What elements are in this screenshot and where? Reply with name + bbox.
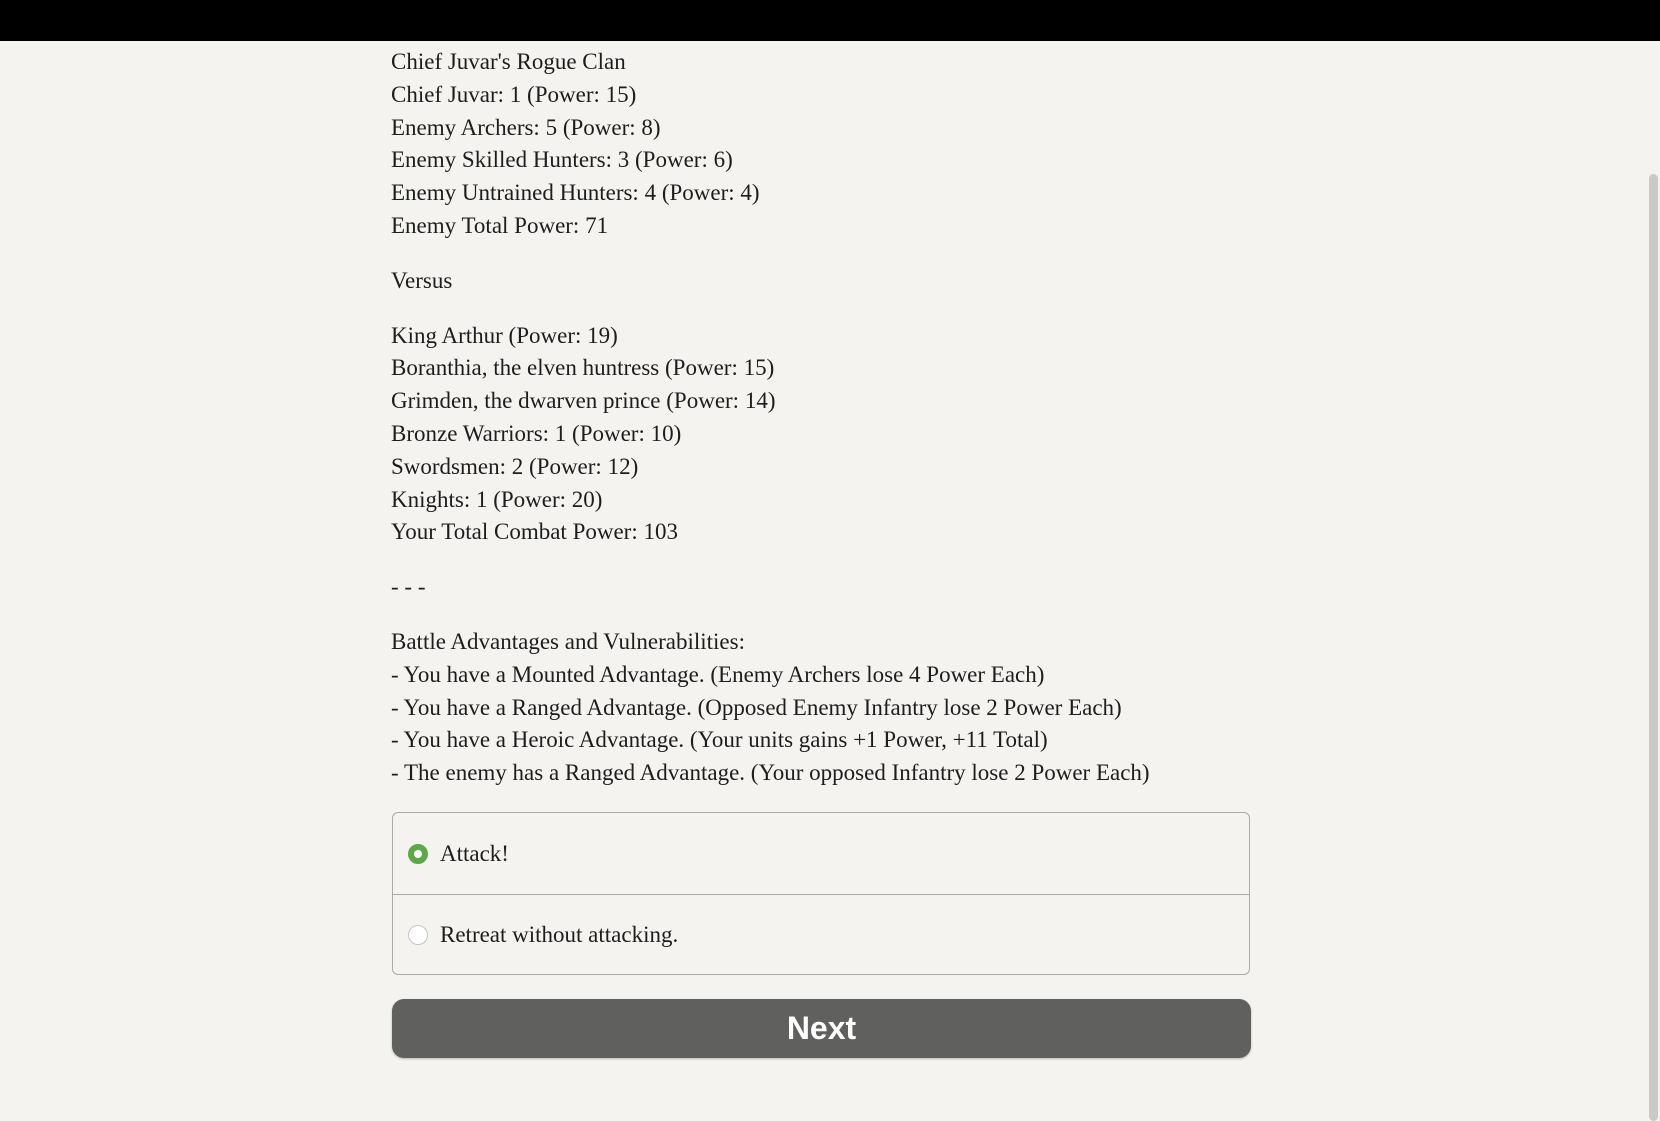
radio-selected-icon[interactable] — [408, 844, 428, 864]
story-content — [391, 46, 1251, 812]
advantage-line: - You have a Heroic Advantage. (Your units gains +1 Power, +11 Total) — [391, 727, 1048, 753]
enemy-total-power: Enemy Total Power: 71 — [391, 212, 609, 238]
player-line: Knights: 1 (Power: 20) — [391, 486, 603, 512]
player-line: King Arthur (Power: 19) — [391, 322, 618, 348]
choice-label: Retreat without attacking. — [440, 922, 679, 947]
versus-label: Versus — [391, 267, 453, 293]
advantage-line: - You have a Mounted Advantage. (Enemy Archers lose 4 Power Each) — [391, 661, 1045, 687]
player-line: Boranthia, the elven huntress (Power: 15) — [391, 355, 775, 381]
advantages-section — [391, 626, 1251, 790]
advantages-heading: Battle Advantages and Vulnerabilities: — [391, 628, 745, 654]
choice-attack[interactable] — [393, 813, 1249, 894]
choice-label: Attack! — [440, 840, 509, 866]
player-line: Bronze Warriors: 1 (Power: 10) — [391, 420, 682, 446]
player-total-power: Your Total Combat Power: 103 — [391, 519, 678, 545]
player-section — [391, 320, 1251, 550]
scrollbar[interactable] — [1646, 41, 1660, 1080]
separator: - - - — [391, 574, 426, 600]
scrollbar-thumb[interactable] — [1649, 174, 1658, 1121]
enemy-line: Chief Juvar: 1 (Power: 15) — [391, 81, 637, 107]
enemy-line: Enemy Archers: 5 (Power: 8) — [391, 114, 661, 140]
enemy-line: Enemy Untrained Hunters: 4 (Power: 4) — [391, 180, 760, 206]
versus-section — [391, 265, 1251, 298]
enemy-line: Enemy Skilled Hunters: 3 (Power: 6) — [391, 147, 733, 173]
choice-retreat[interactable] — [393, 894, 1249, 975]
choice-list — [392, 812, 1250, 975]
player-line: Swordsmen: 2 (Power: 12) — [391, 453, 639, 479]
top-bar — [0, 0, 1660, 41]
player-line: Grimden, the dwarven prince (Power: 14) — [391, 388, 776, 414]
advantage-line: - You have a Ranged Advantage. (Opposed Enemy Infantry lose 2 Power Each) — [391, 694, 1122, 720]
radio-unselected-icon[interactable] — [408, 925, 428, 945]
next-button[interactable]: Next — [392, 999, 1251, 1058]
advantage-line: - The enemy has a Ranged Advantage. (Your opposed Infantry lose 2 Power Each) — [391, 760, 1150, 786]
separator-section — [391, 571, 1251, 604]
enemy-section — [391, 46, 1251, 243]
enemy-title: Chief Juvar's Rogue Clan — [391, 49, 626, 74]
